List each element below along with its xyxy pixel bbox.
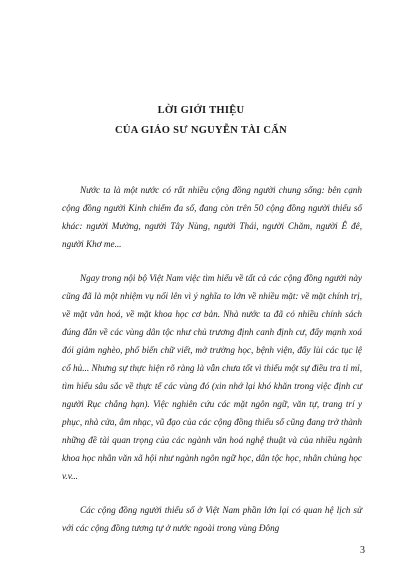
paragraph-1: Nước ta là một nước có rất nhiều cộng đồng người chung sống: bên cạnh cộng đồng người Kinh chiếm đa số, đang còn trên 50 cộng đồng người thiểu số khác: người Mường, người Tây Nùng, người Thái, người Chăm, người Ê đê, người Khơ me... bbox=[62, 185, 362, 249]
page-title: LỜI GIỚI THIỆU bbox=[157, 105, 245, 116]
paragraph-3: Các cộng đồng người thiểu số ở Việt Nam phần lớn lại có quan hệ lịch sử với các cộng đồng tương tự ở nước ngoài trong vùng Đông bbox=[62, 505, 362, 533]
page-subtitle: CỦA GIÁO SƯ NGUYỄN TÀI CẨN bbox=[114, 125, 288, 136]
page-number: 3 bbox=[360, 545, 365, 556]
body-text bbox=[62, 181, 362, 537]
paragraph-2: Ngay trong nội bộ Việt Nam việc tìm hiểu về tất cả các cộng đồng người này cũng đã là một nhiệm vụ nổi lên vì ý nghĩa to lớn về nhiều mặt: về mặt chính trị, về mặt văn hoá, về mặt khoa học cơ bản. Nhà nước ta đã có nhiều chính sách đúng đắn về các vùng dân tộc như chủ trương định canh định cư, đẩy mạnh xoá đói giảm nghèo, phổ biến chữ viết, mở trường học, bệnh viện, đẩy lùi các tục lệ cổ hủ... Nhưng sự thực hiện rõ ràng là vẫn chưa tốt vì thiếu một sự điều tra tỉ mỉ, tìm hiểu sâu sắc về thực tế các vùng đó (xin nhớ lại khó khăn trong việc định cư người Rục chẳng hạn). Việc nghiên cứu các mặt ngôn ngữ, văn tự, trang trí y phục, nhà cửa, âm nhạc, vũ đạo của các cộng đồng thiểu số cũng đang trở thành những đề tài quan trọng của các ngành văn hoá nghệ thuật và của nhiều ngành khoa học nhân văn xã hội như ngành ngôn ngữ học, dân tộc học, nhân chủng học v.v... bbox=[62, 273, 362, 481]
